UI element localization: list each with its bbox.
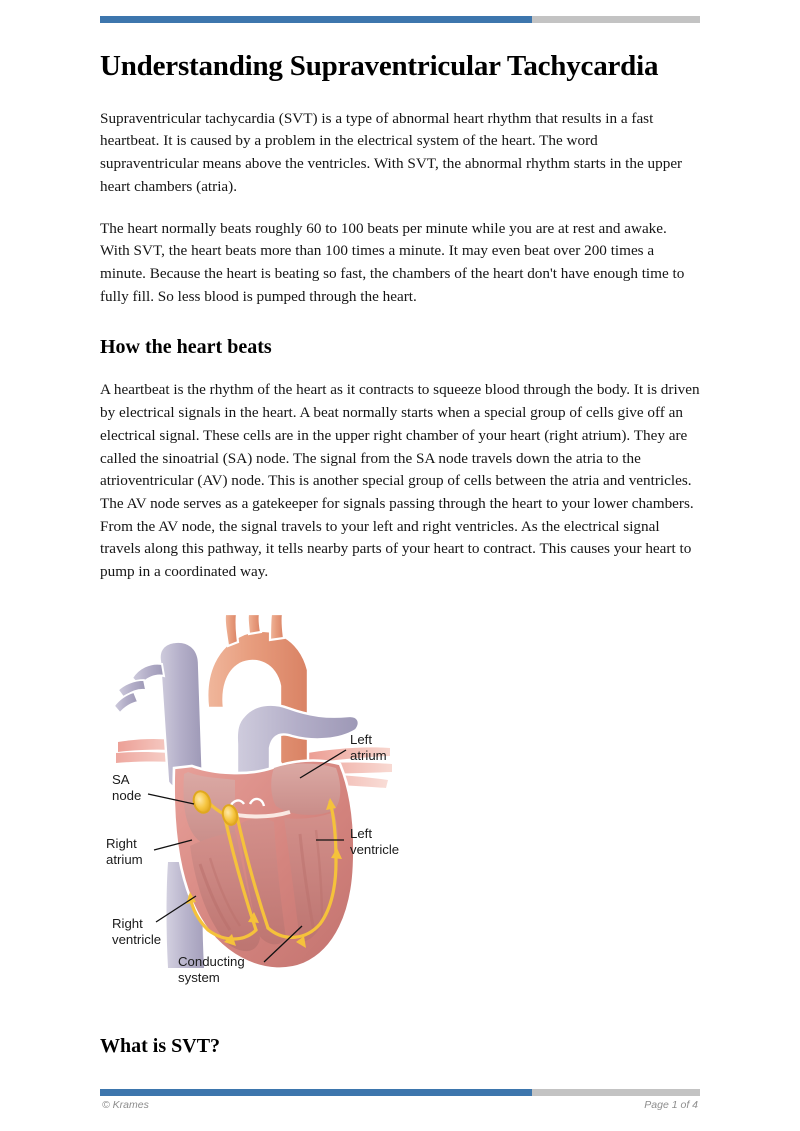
page-title: Understanding Supraventricular Tachycardia (100, 50, 659, 82)
label-conducting-system-line2: system (178, 969, 220, 985)
heading-how-the-heart-beats: How the heart beats (100, 336, 272, 359)
label-right-ventricle-line2: ventricle (112, 931, 162, 947)
label-left-ventricle-line2: ventricle (350, 841, 400, 857)
paragraph-intro-2: The heart normally beats roughly 60 to 100 beats per minute while you are at rest and awake. With SVT, the heart beats more than 100 times a minute. It may even beat over 200 times a minute. Because the heart is beating so fast, the chambers of the heart don't have enough time to fully fill. So less blood is pumped through the heart. (100, 219, 685, 305)
label-right-ventricle-line1: Right (112, 915, 143, 931)
footer-copyright: © Krames (102, 1099, 149, 1111)
paragraph-how-the-heart-beats: A heartbeat is the rhythm of the heart as it contracts to squeeze blood through the body. It is driven by electrical signals in the heart. A beat normally starts when a special group of cells give off an electrical signal. These cells are in the upper right chamber of your heart (right atrium). They are called the sinoatrial (SA) node. The signal from the SA node travels down the atria to the atrioventricular (AV) node. This is another special group of cells between the atria and ventricles. The AV node serves as a gatekeeper for signals passing through the heart to your lower chambers. From the AV node, the signal travels to your left and right ventricles. As the electrical signal travels along this pathway, it tells nearby parts of your heart to contract. This causes your heart to pump in a coordinated way. (100, 381, 700, 581)
header-progress-fill (100, 16, 532, 23)
label-sa-node-line2: node (112, 787, 142, 803)
paragraph-intro-1: Supraventricular tachycardia (SVT) is a type of abnormal heart rhythm that results in a fast heartbeat. It is caused by a problem in the electrical system of the heart. The word supraventricular means above the ventricles. With SVT, the abnormal rhythm starts in the upper heart chambers (atria). (100, 109, 683, 195)
footer-progress-bar (100, 1089, 700, 1096)
header-progress-bar (100, 16, 700, 23)
label-right-atrium-line2: atrium (106, 851, 143, 867)
heading-what-is-svt: What is SVT? (100, 1034, 221, 1057)
label-conducting-system-line1: Conducting (178, 953, 245, 969)
label-left-atrium-line1: Left (350, 731, 372, 747)
footer-progress-fill (100, 1089, 532, 1096)
document-content (100, 48, 700, 1059)
label-sa-node-line1: SA (112, 771, 130, 787)
label-left-ventricle-line1: Left (350, 825, 372, 841)
footer-page-indicator: Page 1 of 4 (644, 1099, 698, 1111)
label-right-atrium-line1: Right (106, 835, 137, 851)
page-footer (100, 1099, 700, 1115)
heart-anatomy-figure (104, 612, 424, 1002)
label-left-atrium-line2: atrium (350, 747, 387, 763)
